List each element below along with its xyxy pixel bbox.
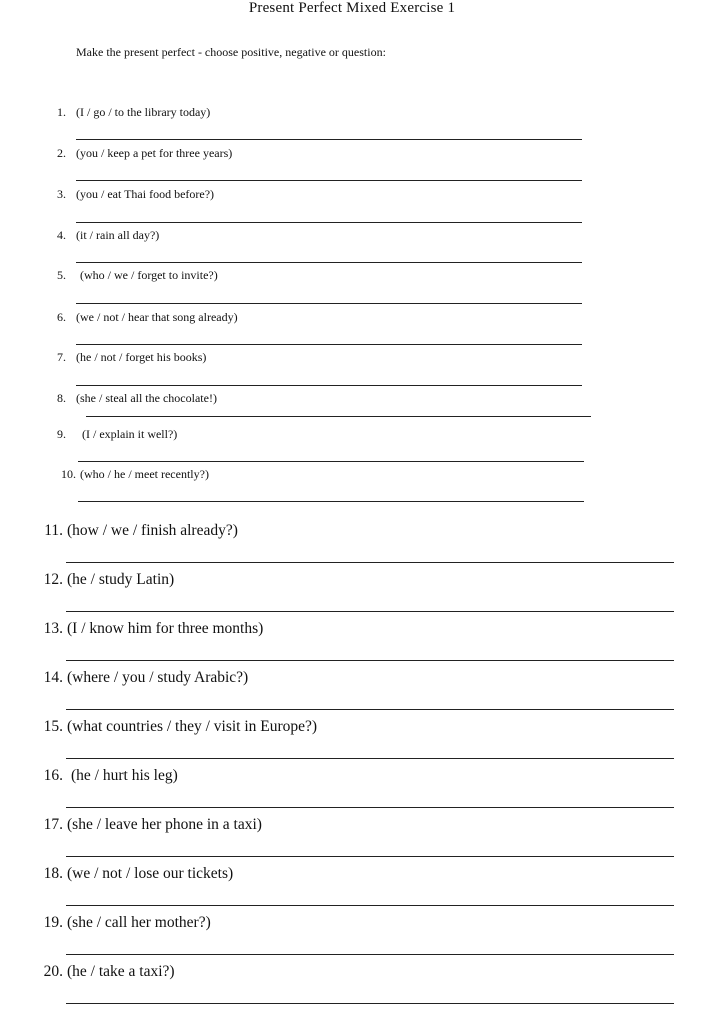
exercise-prompt: (he / take a taxi?) — [67, 963, 175, 980]
exercise-prompt: (who / he / meet recently?) — [80, 467, 209, 481]
answer-line[interactable] — [86, 416, 591, 417]
exercise-prompt: (she / steal all the chocolate!) — [76, 391, 217, 405]
answer-line[interactable] — [66, 660, 674, 661]
exercise-prompt: (where / you / study Arabic?) — [67, 669, 249, 686]
exercise-item — [0, 350, 704, 380]
exercise-item — [0, 427, 704, 457]
exercise-prompt: (he / not / forget his books) — [76, 350, 207, 364]
exercise-number: 7. — [57, 350, 66, 364]
exercise-number: 16. — [43, 767, 63, 784]
exercise-item — [0, 105, 704, 135]
exercise-item — [0, 963, 704, 993]
exercise-item — [0, 571, 704, 601]
exercise-number: 3. — [57, 187, 66, 201]
exercise-number: 19. — [43, 914, 63, 931]
exercise-item — [0, 187, 704, 217]
exercise-number: 11. — [44, 522, 63, 539]
exercise-number: 8. — [57, 391, 66, 405]
answer-line[interactable] — [66, 758, 674, 759]
answer-line[interactable] — [76, 344, 582, 345]
exercise-number: 12. — [43, 571, 63, 588]
exercise-item — [0, 865, 704, 895]
exercise-item — [0, 914, 704, 944]
exercise-prompt: (he / study Latin) — [67, 571, 175, 588]
answer-line[interactable] — [66, 562, 674, 563]
exercise-prompt: (you / eat Thai food before?) — [76, 187, 215, 201]
instructions: Make the present perfect - choose positive, negative or question: — [76, 45, 386, 59]
exercise-number: 1. — [57, 105, 66, 119]
exercise-prompt: (she / call her mother?) — [67, 914, 211, 931]
exercise-prompt: (I / go / to the library today) — [76, 105, 211, 119]
exercise-number: 14. — [43, 669, 63, 686]
answer-line[interactable] — [66, 856, 674, 857]
exercise-number: 17. — [43, 816, 63, 833]
exercise-item — [0, 669, 704, 699]
page-title: Present Perfect Mixed Exercise 1 — [248, 0, 456, 16]
exercise-number: 20. — [43, 963, 63, 980]
answer-line[interactable] — [78, 501, 584, 502]
answer-line[interactable] — [66, 709, 674, 710]
exercise-item — [0, 522, 704, 552]
exercise-number: 18. — [43, 865, 63, 882]
exercise-prompt: (we / not / hear that song already) — [76, 310, 238, 324]
exercise-number: 15. — [43, 718, 63, 735]
answer-line[interactable] — [78, 461, 584, 462]
answer-line[interactable] — [76, 222, 582, 223]
exercise-prompt: (what countries / they / visit in Europe?) — [67, 718, 318, 735]
exercise-item — [0, 391, 704, 421]
exercise-item — [0, 767, 704, 797]
exercise-prompt: (it / rain all day?) — [76, 228, 160, 242]
answer-line[interactable] — [66, 954, 674, 955]
exercise-item — [0, 467, 704, 497]
answer-line[interactable] — [76, 385, 582, 386]
exercise-number: 6. — [57, 310, 66, 324]
exercise-item — [0, 816, 704, 846]
answer-line[interactable] — [76, 139, 582, 140]
answer-line[interactable] — [76, 262, 582, 263]
exercise-prompt: (who / we / forget to invite?) — [80, 268, 218, 282]
exercise-item — [0, 268, 704, 298]
exercise-item — [0, 718, 704, 748]
exercise-number: 4. — [57, 228, 66, 242]
answer-line[interactable] — [66, 611, 674, 612]
exercise-prompt: (she / leave her phone in a taxi) — [67, 816, 262, 833]
exercise-number: 2. — [57, 146, 66, 160]
answer-line[interactable] — [76, 303, 582, 304]
exercise-item — [0, 310, 704, 340]
exercise-prompt: (I / explain it well?) — [82, 427, 178, 441]
answer-line[interactable] — [76, 180, 582, 181]
exercise-prompt: (how / we / finish already?) — [67, 522, 238, 539]
exercise-number: 13. — [43, 620, 63, 637]
answer-line[interactable] — [66, 1003, 674, 1004]
exercise-prompt: (you / keep a pet for three years) — [76, 146, 233, 160]
exercise-item — [0, 620, 704, 650]
exercise-prompt: (he / hurt his leg) — [71, 767, 178, 784]
exercise-item — [0, 146, 704, 176]
exercise-number: 10. — [61, 467, 76, 481]
exercise-prompt: (we / not / lose our tickets) — [67, 865, 234, 882]
exercise-number: 5. — [57, 268, 66, 282]
exercise-prompt: (I / know him for three months) — [67, 620, 264, 637]
answer-line[interactable] — [66, 807, 674, 808]
exercise-number: 9. — [57, 427, 66, 441]
answer-line[interactable] — [66, 905, 674, 906]
exercise-item — [0, 228, 704, 258]
